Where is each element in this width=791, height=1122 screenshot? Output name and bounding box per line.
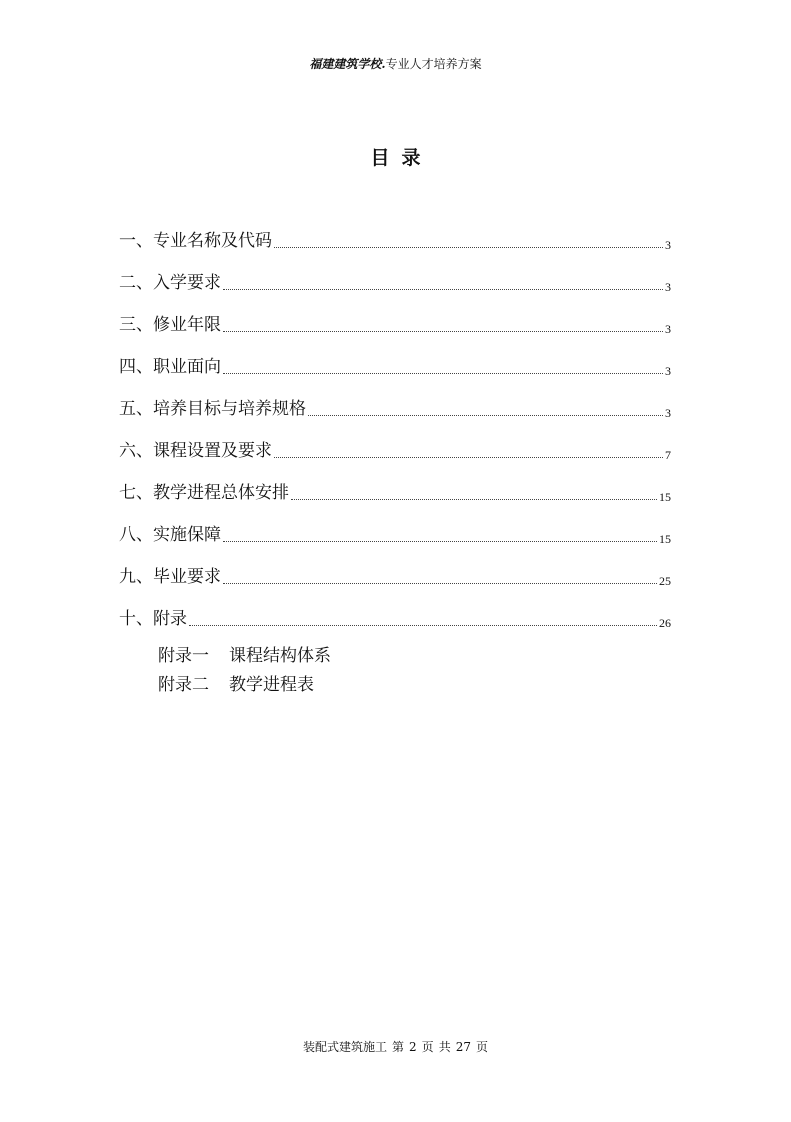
appendix-label: 附录一 (158, 646, 209, 666)
footer-ye: 页 (421, 1040, 434, 1054)
appendix-text: 教学进程表 (229, 675, 314, 695)
footer-total-pages: 27 (455, 1040, 471, 1054)
dot-leader (223, 582, 657, 584)
dot-leader (223, 372, 663, 374)
appendix-label: 附录二 (158, 675, 209, 695)
toc-entry-label: 五、培养目标与培养规格 (119, 399, 306, 419)
footer-course: 装配式建筑施工 (303, 1040, 388, 1054)
toc-entry-label: 三、修业年限 (119, 315, 221, 335)
toc-entry-page: 3 (665, 280, 671, 294)
dot-leader (189, 624, 657, 626)
toc-entry-label: 十、附录 (119, 609, 187, 629)
toc-entry[interactable] (119, 379, 671, 421)
toc-entry-label: 八、实施保障 (119, 525, 221, 545)
document-title: 专业人才培养方案 (385, 57, 482, 71)
toc-entry-page: 25 (659, 574, 671, 588)
toc-entry-label: 四、职业面向 (119, 357, 221, 377)
appendix-text: 课程结构体系 (229, 646, 331, 666)
toc-title: 目录 (370, 147, 433, 169)
dot-leader (223, 540, 657, 542)
toc-entry[interactable] (119, 421, 671, 463)
appendix-entry[interactable] (158, 644, 331, 668)
table-of-contents (119, 229, 671, 631)
dot-leader (223, 288, 663, 290)
footer-gong: 共 (438, 1040, 451, 1054)
toc-entry-page: 3 (665, 364, 671, 378)
toc-entry[interactable] (119, 337, 671, 379)
toc-entry[interactable] (119, 253, 671, 295)
toc-entry-page: 26 (659, 616, 671, 630)
toc-entry-page: 15 (659, 490, 671, 504)
toc-entry-label: 二、入学要求 (119, 273, 221, 293)
dot-leader (308, 414, 663, 416)
dot-leader (274, 246, 663, 248)
toc-entry-label: 六、课程设置及要求 (119, 441, 272, 461)
toc-entry[interactable] (119, 229, 671, 253)
toc-entry[interactable] (119, 589, 671, 631)
dot-leader (274, 456, 663, 458)
school-name: 福建建筑学校. (309, 57, 386, 71)
appendix-entry[interactable] (158, 673, 314, 697)
toc-entry[interactable] (119, 547, 671, 589)
toc-entry-label: 九、毕业要求 (119, 567, 221, 587)
footer-di: 第 (392, 1040, 405, 1054)
page-footer (0, 1039, 791, 1055)
toc-entry-page: 7 (665, 448, 671, 462)
footer-page-number: 2 (409, 1040, 417, 1054)
toc-entry-page: 3 (665, 322, 671, 336)
footer-ye: 页 (475, 1040, 488, 1054)
dot-leader (291, 498, 657, 500)
toc-entry-page: 3 (665, 406, 671, 420)
toc-entry[interactable] (119, 295, 671, 337)
toc-entry-label: 一、专业名称及代码 (119, 231, 272, 251)
page-header (0, 56, 791, 72)
toc-entry-label: 七、教学进程总体安排 (119, 483, 289, 503)
toc-entry[interactable] (119, 505, 671, 547)
dot-leader (223, 330, 663, 332)
toc-entry[interactable] (119, 463, 671, 505)
toc-entry-page: 15 (659, 532, 671, 546)
toc-entry-page: 3 (665, 238, 671, 252)
